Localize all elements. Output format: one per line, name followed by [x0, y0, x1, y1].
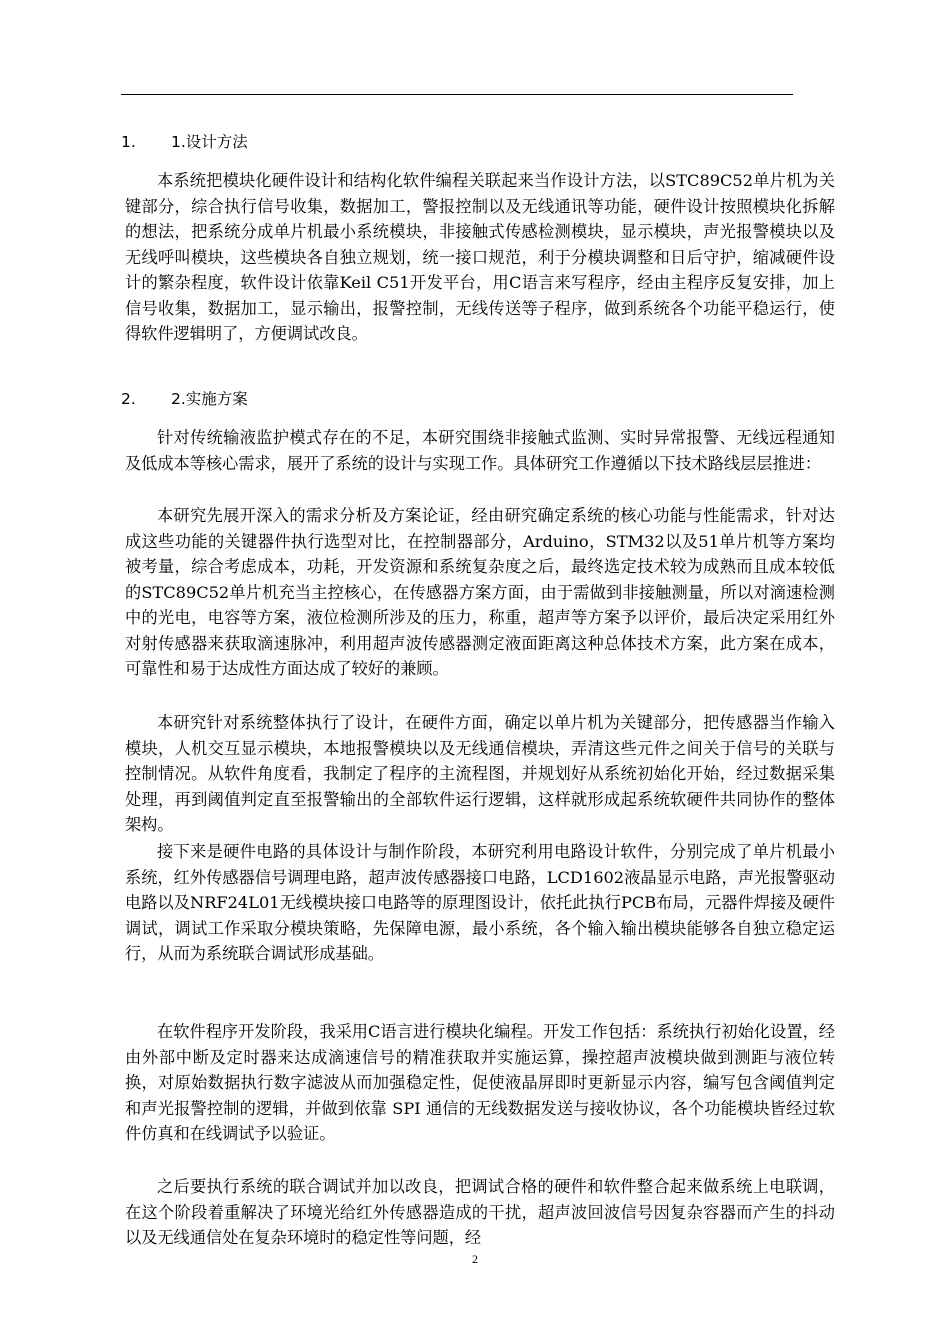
paragraph-hardware-circuit: 接下来是硬件电路的具体设计与制作阶段，本研究利用电路设计软件，分别完成了单片机最小系统，红外传感器信号调理电路，超声波传感器接口电路，LCD1602液晶显示电路，声光报警驱动电路以及NRF24L01无线模块接口电路等的原理图设计，依托此执行PCB布局，元器件焊接及硬件调试，调试工作采取分模块策略，先保障电源，最小系统，各个输入输出模块能够各自独立稳定运行，从而为系统联合调试形成基础。: [125, 842, 835, 963]
section-number: 2.: [121, 390, 136, 408]
paragraph-design-method: 本系统把模块化硬件设计和结构化软件编程关联起来当作设计方法，以STC89C52单片机为关键部分，综合执行信号收集，数据加工，警报控制以及无线通讯等功能，硬件设计按照模块化拆解的想法，把系统分成单片机最小系统模块，非接触式传感检测模块，显示模块，声光报警模块以及无线呼叫模块，这些模块各自独立规划，统一接口规范，利于分模块调整和日后守护，缩减硬件设计的繁杂程度，软件设计依靠Keil C51开发平台，用C语言来写程序，经由主程序反复安排，加上信号收集，数据加工，显示输出，报警控制，无线传送等子程序，做到系统各个功能平稳运行，使得软件逻辑明了，方便调试改良。: [125, 171, 835, 343]
section-title: 1.设计方法: [171, 133, 248, 151]
paragraph-intro: 针对传统输液监护模式存在的不足，本研究围绕非接触式监测、实时异常报警、无线远程通知及低成本等核心需求，展开了系统的设计与实现工作。具体研究工作遵循以下技术路线层层推进：: [125, 428, 835, 473]
paragraph-requirements-analysis: 本研究先展开深入的需求分析及方案论证，经由研究确定系统的核心功能与性能需求，针对达成这些功能的关键器件执行选型对比，在控制器部分，Arduino，STM32以及51单片机等方案均被考量，综合考虑成本，功耗，开发资源和系统复杂度之后，最终选定技术较为成熟而且成本较低的STC89C52单片机充当主控核心，在传感器方案方面，由于需做到非接触测量，所以对滴速检测中的光电，电容等方案，液位检测所涉及的压力，称重，超声等方案予以评价，最后决定采用红外对射传感器来获取滴速脉冲，利用超声波传感器测定液面距离这种总体技术方案，此方案在成本，可靠性和易于达成性方面达成了较好的兼顾。: [125, 506, 835, 678]
header-rule: [121, 94, 793, 95]
paragraph-joint-debugging: 之后要执行系统的联合调试并加以改良，把调试合格的硬件和软件整合起来做系统上电联调，在这个阶段着重解决了环境光给红外传感器造成的干扰，超声波回波信号因复杂容器而产生的抖动以及无线通信处在复杂环境时的稳定性等问题，经: [125, 1177, 835, 1247]
paragraph-system-design: 本研究针对系统整体执行了设计，在硬件方面，确定以单片机为关键部分，把传感器当作输入模块，人机交互显示模块，本地报警模块以及无线通信模块，弄清这些元件之间关于信号的关联与控制情况。从软件角度看，我制定了程序的主流程图，并规划好从系统初始化开始，经过数据采集处理，再到阈值判定直至报警输出的全部软件运行逻辑，这样就形成起系统软硬件共同协作的整体架构。: [125, 713, 835, 834]
page-number: 2: [472, 1252, 478, 1266]
section-number: 1.: [121, 133, 136, 151]
paragraph-software-development: 在软件程序开发阶段，我采用C语言进行模块化编程。开发工作包括：系统执行初始化设置，经由外部中断及定时器来达成滴速信号的精准获取并实施运算，操控超声波模块做到测距与液位转换，对原始数据执行数字滤波从而加强稳定性，促使液晶屏即时更新显示内容，编写包含阈值判定和声光报警控制的逻辑，并做到依靠 SPI 通信的无线数据发送与接收协议，各个功能模块皆经过软件仿真和在线调试予以验证。: [125, 1022, 835, 1143]
section-heading-implementation-plan: [121, 389, 248, 409]
section-title: 2.实施方案: [171, 390, 248, 408]
section-heading-design-method: [121, 132, 248, 152]
